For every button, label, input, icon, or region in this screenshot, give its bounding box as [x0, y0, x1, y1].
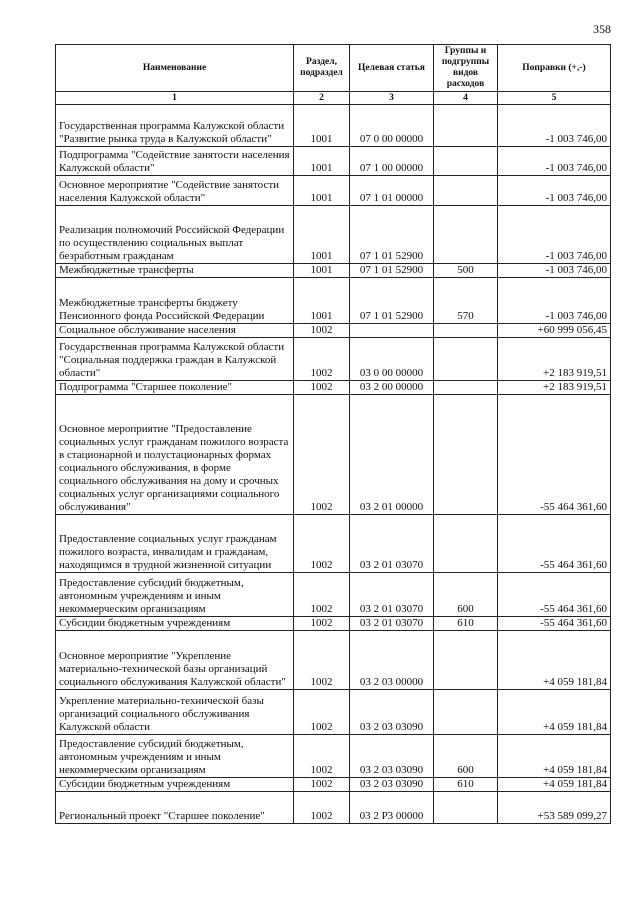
column-number: 4 — [434, 92, 498, 105]
row-amount: -55 464 361,60 — [498, 573, 611, 617]
table-row — [56, 395, 611, 515]
row-name: Региональный проект "Старшее поколение" — [56, 792, 294, 824]
row-section: 1001 — [294, 206, 350, 264]
budget-amendments-table — [55, 44, 611, 824]
table-row — [56, 147, 611, 176]
row-group: 570 — [434, 278, 498, 324]
row-name: Основное мероприятие "Укрепление материально-технической базы организаций социального обслуживания Калужской области" — [56, 631, 294, 690]
row-amount: +4 059 181,84 — [498, 735, 611, 778]
row-name: Субсидии бюджетным учреждениям — [56, 617, 294, 631]
row-group — [434, 381, 498, 395]
row-section: 1002 — [294, 573, 350, 617]
table-row — [56, 515, 611, 573]
column-number: 3 — [350, 92, 434, 105]
row-group — [434, 792, 498, 824]
row-group: 610 — [434, 778, 498, 792]
table-row — [56, 105, 611, 147]
row-section: 1002 — [294, 792, 350, 824]
column-number-row — [56, 92, 611, 105]
row-name: Основное мероприятие "Предоставление социальных услуг гражданам пожилого возраста в стационарной и полустационарных формах социального обслуживания, в форме социального обслуживания на дому и срочных социальных услуг организациями социального обслуживания" — [56, 395, 294, 515]
table-row — [56, 264, 611, 278]
row-section: 1002 — [294, 515, 350, 573]
column-number: 1 — [56, 92, 294, 105]
row-section: 1002 — [294, 778, 350, 792]
row-target — [350, 324, 434, 338]
row-amount: -55 464 361,60 — [498, 617, 611, 631]
row-name: Предоставление социальных услуг гражданам пожилого возраста, инвалидам и гражданам, находящимся в трудной жизненной ситуации — [56, 515, 294, 573]
row-group — [434, 147, 498, 176]
header-amount: Поправки (+,-) — [498, 45, 611, 92]
row-name: Государственная программа Калужской области "Развитие рынка труда в Калужской области" — [56, 105, 294, 147]
row-name: Предоставление субсидий бюджетным, автономным учреждениям и иным некоммерческим организациям — [56, 735, 294, 778]
row-target: 03 2 01 03070 — [350, 617, 434, 631]
row-name: Субсидии бюджетным учреждениям — [56, 778, 294, 792]
row-target: 03 2 03 00000 — [350, 631, 434, 690]
row-group — [434, 690, 498, 735]
row-group: 610 — [434, 617, 498, 631]
row-section: 1001 — [294, 147, 350, 176]
row-amount: +4 059 181,84 — [498, 690, 611, 735]
row-target: 03 2 03 03090 — [350, 778, 434, 792]
table-row — [56, 381, 611, 395]
table-row — [56, 338, 611, 381]
table-row — [56, 176, 611, 206]
row-amount: +53 589 099,27 — [498, 792, 611, 824]
table-row — [56, 735, 611, 778]
row-amount: +4 059 181,84 — [498, 631, 611, 690]
column-number: 2 — [294, 92, 350, 105]
row-target: 03 2 01 03070 — [350, 515, 434, 573]
row-amount: -1 003 746,00 — [498, 147, 611, 176]
row-section: 1002 — [294, 631, 350, 690]
row-group — [434, 515, 498, 573]
row-group — [434, 395, 498, 515]
row-section: 1001 — [294, 105, 350, 147]
column-number: 5 — [498, 92, 611, 105]
table-row — [56, 792, 611, 824]
row-group: 500 — [434, 264, 498, 278]
table-row — [56, 631, 611, 690]
row-target: 03 2 P3 00000 — [350, 792, 434, 824]
row-target: 03 2 00 00000 — [350, 381, 434, 395]
row-target: 03 2 01 03070 — [350, 573, 434, 617]
header-name: Наименование — [56, 45, 294, 92]
row-name: Подпрограмма "Старшее поколение" — [56, 381, 294, 395]
row-name: Межбюджетные трансферты — [56, 264, 294, 278]
row-amount: -1 003 746,00 — [498, 264, 611, 278]
row-amount: -55 464 361,60 — [498, 515, 611, 573]
table-row — [56, 206, 611, 264]
page-number: 358 — [593, 22, 611, 36]
table-row — [56, 278, 611, 324]
row-amount: +4 059 181,84 — [498, 778, 611, 792]
header-target: Целевая статья — [350, 45, 434, 92]
row-amount: +2 183 919,51 — [498, 381, 611, 395]
row-target: 07 0 00 00000 — [350, 105, 434, 147]
table-header-row — [56, 45, 611, 92]
row-amount: -55 464 361,60 — [498, 395, 611, 515]
row-target: 03 2 01 00000 — [350, 395, 434, 515]
table-row — [56, 778, 611, 792]
row-section: 1002 — [294, 617, 350, 631]
table-row — [56, 617, 611, 631]
row-target: 03 2 03 03090 — [350, 735, 434, 778]
row-section: 1002 — [294, 338, 350, 381]
row-group — [434, 206, 498, 264]
header-group: Группы и подгруппы видов расходов — [434, 45, 498, 92]
row-name: Основное мероприятие "Содействие занятости населения Калужской области" — [56, 176, 294, 206]
row-name: Реализация полномочий Российской Федерации по осуществлению социальных выплат безработным гражданам — [56, 206, 294, 264]
row-name: Предоставление субсидий бюджетным, автономным учреждениям и иным некоммерческим организациям — [56, 573, 294, 617]
row-target: 03 2 03 03090 — [350, 690, 434, 735]
row-target: 07 1 01 52900 — [350, 206, 434, 264]
row-target: 07 1 01 00000 — [350, 176, 434, 206]
row-amount: +2 183 919,51 — [498, 338, 611, 381]
row-group: 600 — [434, 735, 498, 778]
row-target: 07 1 01 52900 — [350, 278, 434, 324]
row-amount: -1 003 746,00 — [498, 176, 611, 206]
header-section: Раздел, подраздел — [294, 45, 350, 92]
row-amount: +60 999 056,45 — [498, 324, 611, 338]
row-name: Подпрограмма "Содействие занятости населения Калужской области" — [56, 147, 294, 176]
table-row — [56, 690, 611, 735]
row-amount: -1 003 746,00 — [498, 105, 611, 147]
row-section: 1001 — [294, 278, 350, 324]
row-target: 07 1 00 00000 — [350, 147, 434, 176]
table-row — [56, 573, 611, 617]
row-target: 07 1 01 52900 — [350, 264, 434, 278]
row-section: 1002 — [294, 395, 350, 515]
row-amount: -1 003 746,00 — [498, 278, 611, 324]
table-row — [56, 324, 611, 338]
row-group — [434, 105, 498, 147]
row-section: 1001 — [294, 264, 350, 278]
row-section: 1002 — [294, 381, 350, 395]
row-section: 1002 — [294, 735, 350, 778]
row-group: 600 — [434, 573, 498, 617]
row-section: 1002 — [294, 324, 350, 338]
row-name: Укрепление материально-технической базы организаций социального обслуживания Калужской области — [56, 690, 294, 735]
row-group — [434, 338, 498, 381]
row-name: Государственная программа Калужской области "Социальная поддержка граждан в Калужской области" — [56, 338, 294, 381]
row-name: Социальное обслуживание населения — [56, 324, 294, 338]
row-section: 1002 — [294, 690, 350, 735]
row-group — [434, 324, 498, 338]
row-group — [434, 631, 498, 690]
row-section: 1001 — [294, 176, 350, 206]
row-amount: -1 003 746,00 — [498, 206, 611, 264]
row-target: 03 0 00 00000 — [350, 338, 434, 381]
row-group — [434, 176, 498, 206]
row-name: Межбюджетные трансферты бюджету Пенсионного фонда Российской Федерации — [56, 278, 294, 324]
